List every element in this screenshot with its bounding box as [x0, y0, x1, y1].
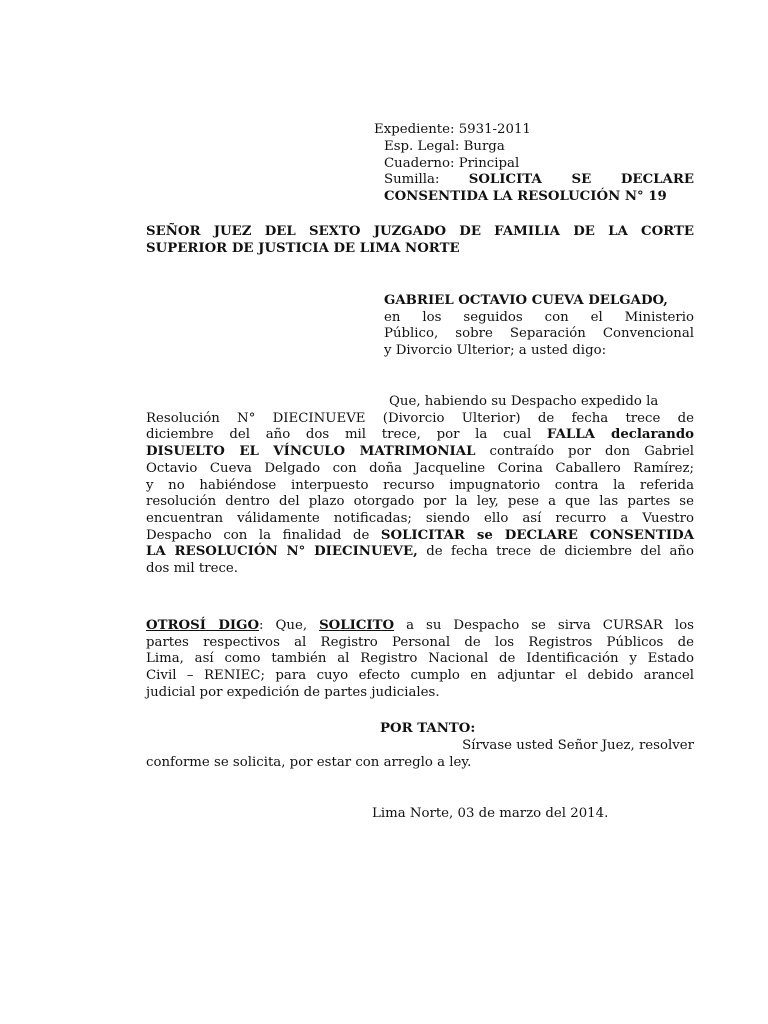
body-line-4: DISUELTO EL VÍNCULO MATRIMONIAL contraído por don Gabriel: [146, 444, 694, 460]
sumilla-title-cont: CONSENTIDA LA RESOLUCIÓN N° 19: [384, 189, 667, 205]
body-line-2: Resolución N° DIECINUEVE (Divorcio Ulterior) de fecha trece de: [146, 410, 694, 426]
petitioner-line-2: en los seguidos con el Ministerio: [384, 309, 694, 325]
closing-line-1: Sírvase usted Señor Juez, resolver: [462, 738, 694, 753]
otrosi-paragraph: [146, 618, 694, 702]
petitioner: [384, 293, 694, 360]
por-tanto-heading: POR TANTO:: [380, 721, 476, 736]
sumilla-title: SOLICITA SE DECLARE: [468, 172, 695, 188]
body-line-6: y no habiéndose interpuesto recurso impugnatorio contra la referida: [146, 477, 694, 493]
otrosi-line-5: judicial por expedición de partes judiciales.: [146, 684, 440, 700]
solicito-label: SOLICITO: [319, 618, 395, 633]
addressee-line-1: SEÑOR JUEZ DEL SEXTO JUZGADO DE FAMILIA DE LA CORTE: [146, 224, 694, 239]
body-line-5: Octavio Cueva Delgado con doña Jacqueline Corina Caballero Ramírez;: [146, 460, 694, 476]
otrosi-line-4: Civil – RENIEC; para cuyo efecto cumplo en adjuntar el debido arancel: [146, 668, 694, 684]
petitioner-line-4: y Divorcio Ulterior; a usted digo:: [384, 343, 607, 359]
petitioner-name: GABRIEL OCTAVIO CUEVA DELGADO,: [384, 293, 668, 308]
body-line-9: Despacho con la finalidad de SOLICITAR se DECLARE CONSENTIDA: [146, 527, 695, 543]
body-line-10: LA RESOLUCIÓN N° DIECINUEVE, de fecha trece de diciembre del año: [146, 544, 694, 560]
addressee-line-2: SUPERIOR DE JUSTICIA DE LIMA NORTE: [146, 240, 460, 256]
body-line-1: Que, habiendo su Despacho expedido la: [389, 394, 659, 409]
otrosi-line-2: partes respectivos al Registro Personal de los Registros Públicos de: [146, 634, 694, 650]
case-header: [374, 122, 694, 139]
otrosi-line-3: Lima, así como también al Registro Nacional de Identificación y Estado: [146, 651, 694, 667]
petitioner-line-3: Público, sobre Separación Convencional: [384, 326, 694, 342]
addressee: [146, 224, 694, 257]
otrosi-label: OTROSÍ DIGO: [146, 618, 260, 633]
main-paragraph: [146, 394, 694, 578]
place-date: Lima Norte, 03 de marzo del 2014.: [372, 806, 609, 821]
body-line-8: encuentran válidamente notificadas; siendo ello así recurro a Vuestro: [146, 510, 694, 526]
expediente-line: Expediente: 5931-2011: [374, 122, 531, 137]
body-line-7: resolución dentro del plazo otorgado por la ley, pese a que las partes se: [146, 494, 694, 510]
otrosi-line-1: OTROSÍ DIGO: Que, SOLICITO a su Despacho se sirva CURSAR los: [146, 618, 694, 633]
body-line-11: dos mil trece.: [146, 561, 239, 577]
sumilla-line: Sumilla: SOLICITA SE DECLARE: [384, 172, 695, 188]
closing-line-2: conforme se solicita, por estar con arreglo a ley.: [146, 754, 472, 770]
cuaderno-line: Cuaderno: Principal: [384, 155, 520, 171]
body-line-3: diciembre del año dos mil trece, por la cual FALLA declarando: [146, 427, 694, 443]
case-details: [384, 139, 694, 206]
closing-paragraph: [146, 738, 694, 771]
esp-legal-line: Esp. Legal: Burga: [384, 139, 505, 154]
